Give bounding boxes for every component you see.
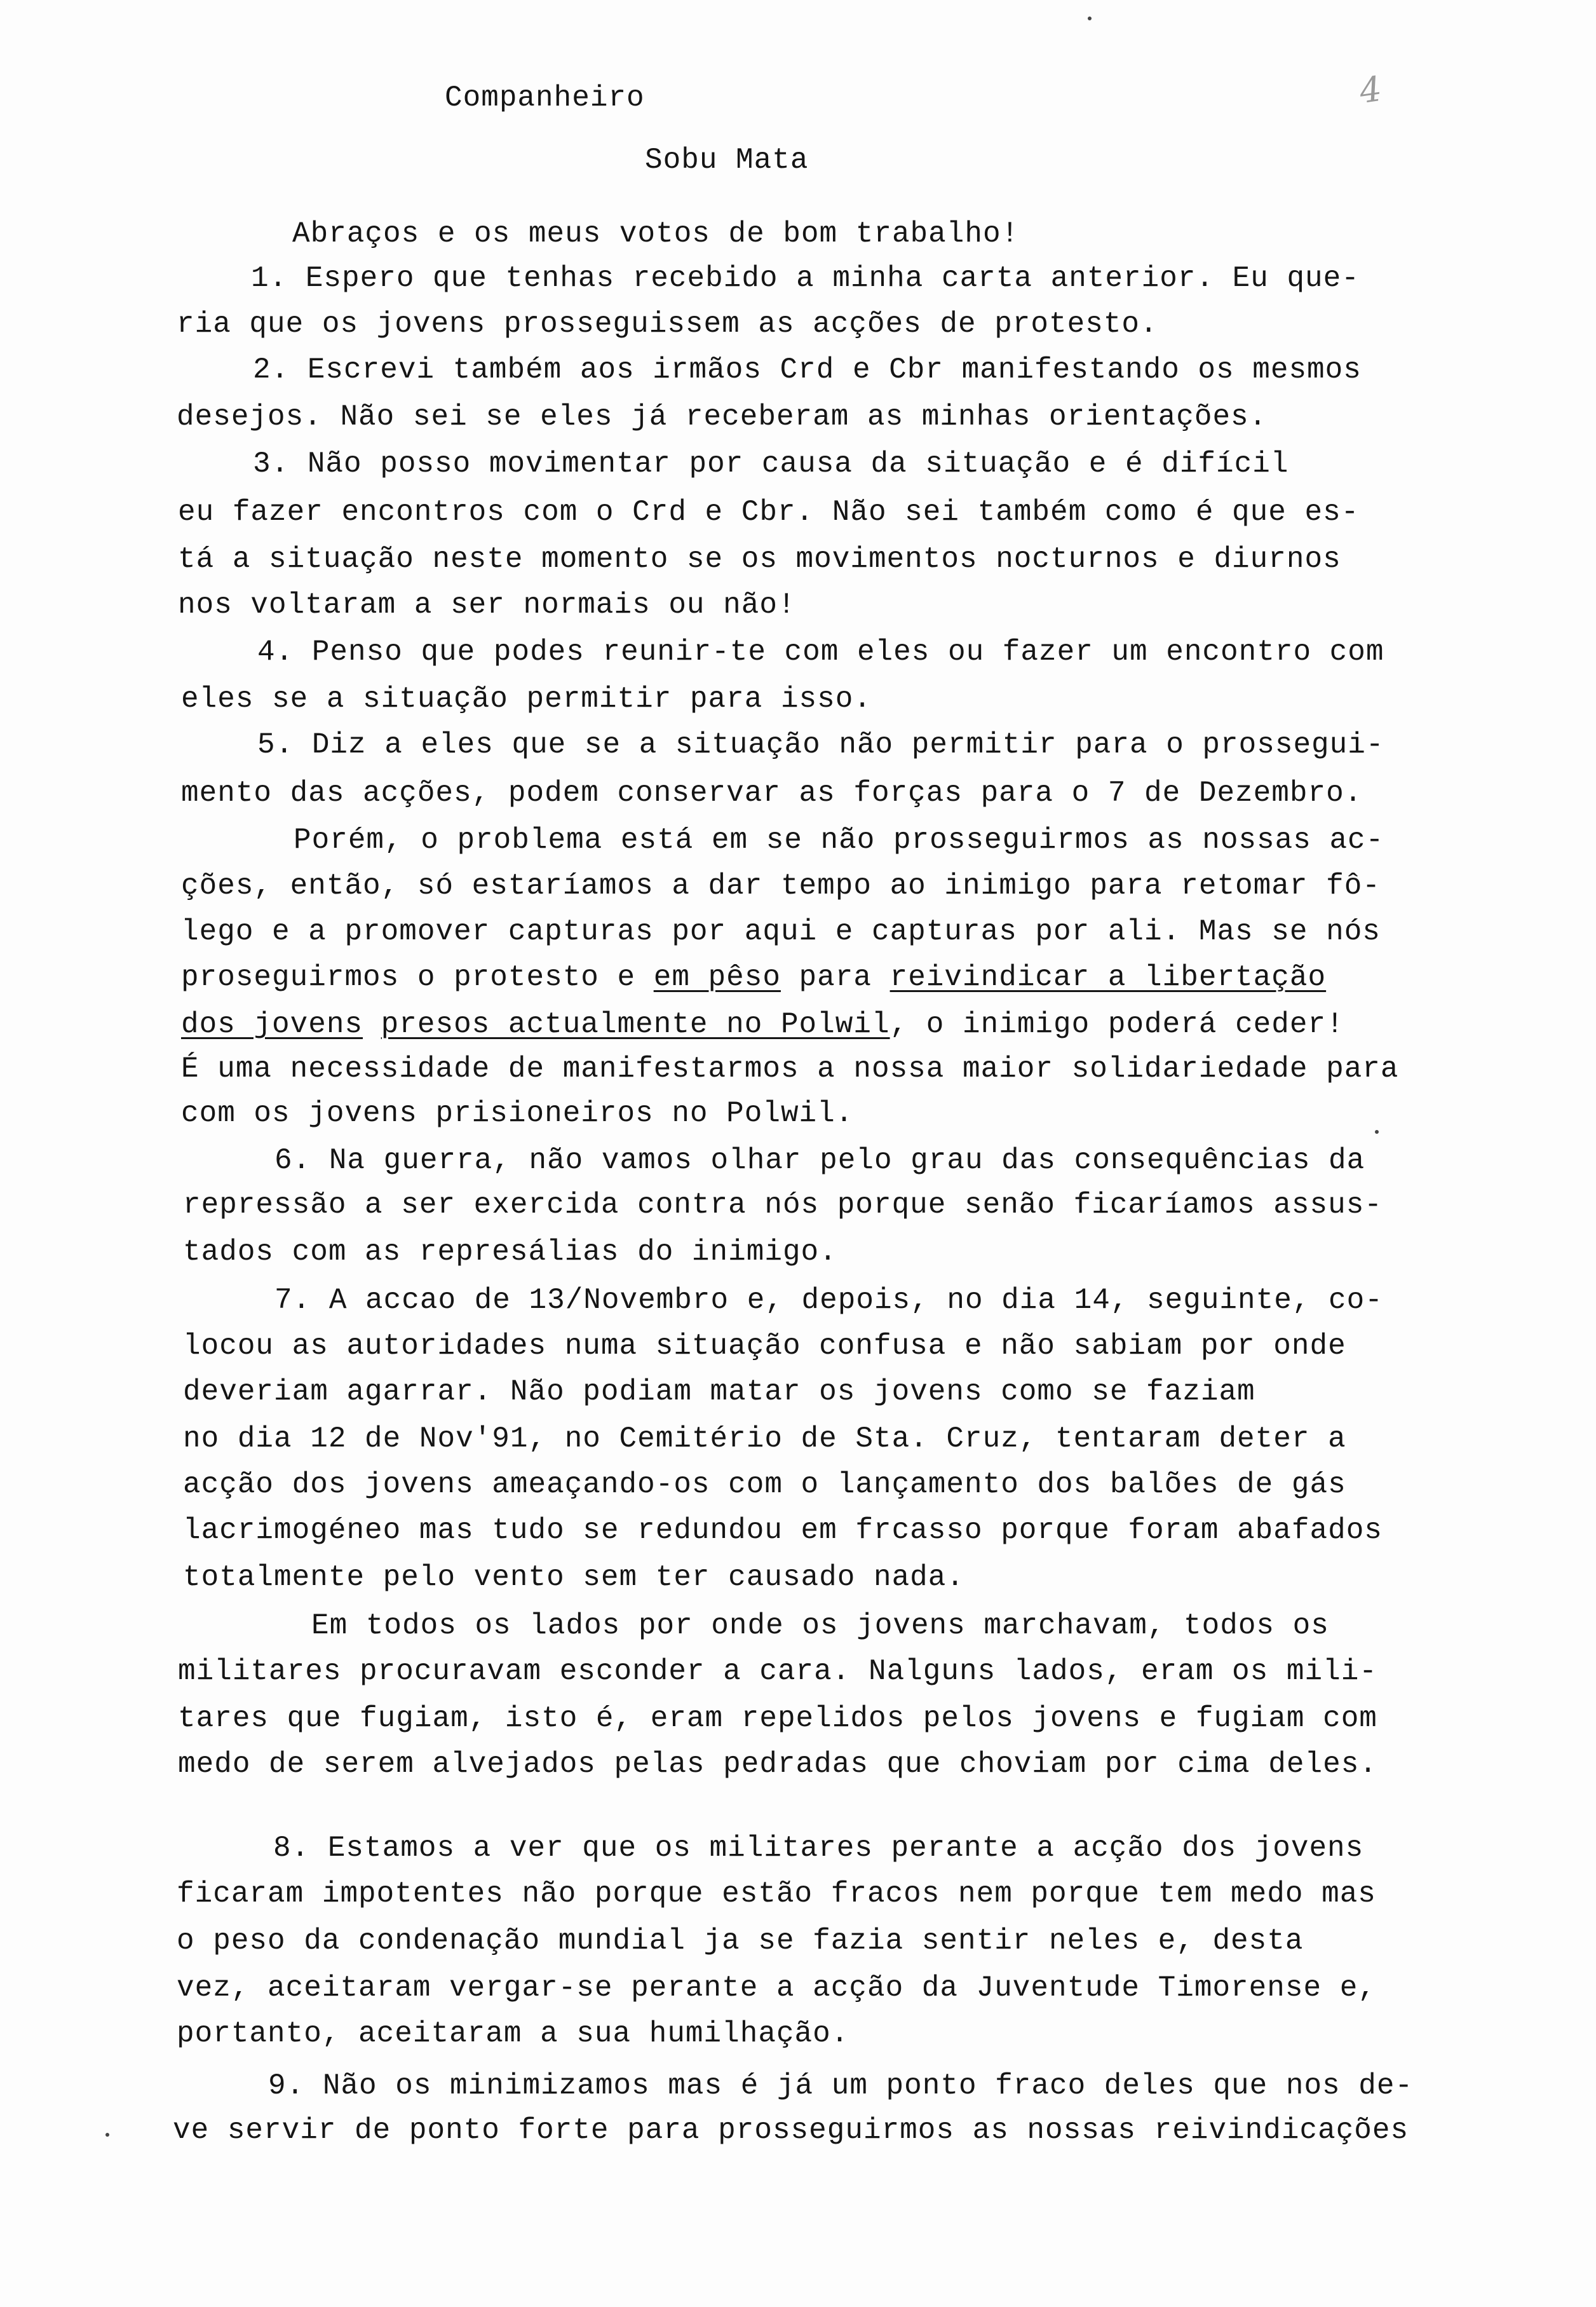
- paragraph-3-line: eu fazer encontros com o Crd e Cbr. Não sei também como é que es-: [178, 496, 1360, 529]
- paragraph-7-continuation-line: medo de serem alvejados pelas pedradas que choviam por cima deles.: [178, 1748, 1377, 1781]
- paper-speck: [1375, 1130, 1379, 1134]
- paragraph-7-line: locou as autoridades numa situação confusa e não sabiam por onde: [183, 1330, 1346, 1363]
- paragraph-3-line: nos voltaram a ser normais ou não!: [178, 589, 796, 622]
- paper-speck: [105, 2133, 109, 2137]
- paragraph-7-continuation-line: tares que fugiam, isto é, eram repelidos pelos jovens e fugiam com: [178, 1702, 1377, 1735]
- paragraph-5-continuation-line: com os jovens prisioneiros no Polwil.: [181, 1097, 854, 1130]
- underlined-text: reivindicar a libertação: [889, 961, 1327, 994]
- paragraph-5-continuation-line: [181, 1005, 1344, 1044]
- greeting-line: Abraços e os meus votos de bom trabalho!: [292, 217, 1020, 250]
- paragraph-9-line: 9. Não os minimizamos mas é já um ponto fraco deles que nos de-: [268, 2069, 1414, 2102]
- paragraph-1-line: 1. Espero que tenhas recebido a minha carta anterior. Eu que-: [251, 262, 1360, 295]
- paragraph-7-line: lacrimogéneo mas tudo se redundou em frcasso porque foram abafados: [183, 1514, 1383, 1547]
- paragraph-8-line: 8. Estamos a ver que os militares perante a acção dos jovens: [273, 1832, 1364, 1865]
- paragraph-6-line: repressão a ser exercida contra nós porque senão ficaríamos assus-: [183, 1188, 1383, 1222]
- line-text: para: [780, 961, 890, 994]
- paragraph-8-line: ficaram impotentes não porque estão fracos nem porque tem medo mas: [177, 1877, 1376, 1910]
- paragraph-5-line: mento das acções, podem conservar as forças para o 7 de Dezembro.: [181, 777, 1363, 810]
- paragraph-7-continuation-line: militares procuravam esconder a cara. Nalguns lados, eram os mili-: [178, 1655, 1377, 1688]
- paragraph-7-line: totalmente pelo vento sem ter causado nada.: [183, 1561, 964, 1594]
- paragraph-5-continuation-line: É uma necessidade de manifestarmos a nossa maior solidariedade para: [181, 1052, 1399, 1085]
- paragraph-5-line: 5. Diz a eles que se a situação não permitir para o prossegui-: [257, 728, 1384, 761]
- paragraph-3-line: 3. Não posso movimentar por causa da situação e é difícil: [253, 447, 1289, 480]
- paragraph-6-line: 6. Na guerra, não vamos olhar pelo grau das consequências da: [274, 1144, 1365, 1177]
- paragraph-7-continuation-line: Em todos os lados por onde os jovens marchavam, todos os: [311, 1609, 1329, 1642]
- paragraph-5-continuation-line: ções, então, só estaríamos a dar tempo ao inimigo para retomar fô-: [181, 869, 1381, 902]
- paragraph-8-line: o peso da condenação mundial ja se fazia sentir neles e, desta: [177, 1924, 1304, 1957]
- paragraph-6-line: tados com as represálias do inimigo.: [183, 1235, 837, 1269]
- paragraph-8-line: vez, aceitaram vergar-se perante a acção da Juventude Timorense e,: [177, 1971, 1376, 2004]
- line-text: [363, 1008, 381, 1041]
- paragraph-7-line: deveriam agarrar. Não podiam matar os jovens como se faziam: [183, 1375, 1255, 1408]
- paragraph-4-line: 4. Penso que podes reunir-te com eles ou fazer um encontro com: [257, 636, 1384, 669]
- paragraph-4-line: eles se a situação permitir para isso.: [181, 683, 872, 716]
- line-text: proseguirmos o protesto e: [181, 961, 654, 994]
- paragraph-5-continuation-line: Porém, o problema está em se não prosseguirmos as nossas ac-: [294, 824, 1384, 857]
- underlined-text: dos jovens: [181, 1008, 363, 1041]
- recipient-name: Sobu Mata: [645, 144, 809, 177]
- paper-speck: [1088, 17, 1092, 20]
- paragraph-8-line: portanto, aceitaram a sua humilhação.: [177, 2017, 849, 2050]
- line-text: , o inimigo poderá ceder!: [889, 1008, 1344, 1041]
- underlined-text: em pêso: [653, 961, 781, 994]
- paragraph-2-line: desejos. Não sei se eles já receberam as minhas orientações.: [177, 400, 1268, 433]
- paragraph-2-line: 2. Escrevi também aos irmãos Crd e Cbr manifestando os mesmos: [253, 353, 1362, 386]
- paragraph-5-continuation-line: [181, 958, 1326, 997]
- salutation: Companheiro: [445, 81, 645, 114]
- paragraph-3-line: tá a situação neste momento se os movimentos nocturnos e diurnos: [178, 543, 1341, 576]
- paragraph-7-line: 7. A accao de 13/Novembro e, depois, no dia 14, seguinte, co-: [274, 1284, 1383, 1317]
- paragraph-7-line: no dia 12 de Nov'91, no Cemitério de Sta. Cruz, tentaram deter a: [183, 1422, 1346, 1455]
- paragraph-7-line: acção dos jovens ameaçando-os com o lançamento dos balões de gás: [183, 1468, 1346, 1501]
- underlined-text: presos actualmente no Polwil: [381, 1008, 890, 1041]
- paragraph-9-line: ve servir de ponto forte para prosseguirmos as nossas reivindicações: [173, 2114, 1409, 2147]
- page-number-mark: 4: [1356, 68, 1385, 112]
- paragraph-1-line: ria que os jovens prosseguissem as acções de protesto.: [177, 308, 1158, 341]
- paragraph-5-continuation-line: lego e a promover capturas por aqui e capturas por ali. Mas se nós: [181, 915, 1381, 948]
